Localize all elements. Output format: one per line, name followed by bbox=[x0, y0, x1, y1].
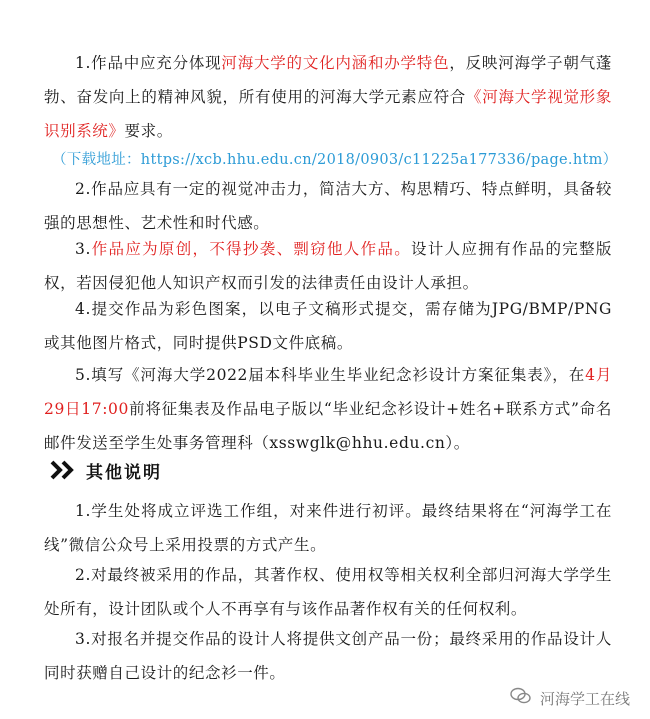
watermark bbox=[510, 687, 630, 709]
wechat-icon bbox=[510, 687, 532, 709]
highlight-original: 作品应为原创，不得抄袭、剽窃他人作品。 bbox=[91, 240, 412, 258]
section-title: 其他说明 bbox=[86, 462, 162, 483]
item-5: 5.填写《河海大学2022届本科毕业生毕业纪念衫设计方案征集表》，在4月29日17:00前将征集表及作品电子版以“毕业纪念衫设计+姓名+联系方式”命名邮件发送至学生处事务管理科（xsswglk@hhu.edu.cn）。 bbox=[44, 366, 613, 452]
double-chevron-icon bbox=[50, 460, 76, 480]
highlight-deadline: 4月29日17:00 bbox=[44, 366, 613, 418]
item-2: 2.作品应具有一定的视觉冲击力，简洁大方、构思精巧、特点鲜明，具备较强的思想性、艺术性和时代感。 bbox=[44, 180, 612, 232]
highlight-culture: 河海大学的文化内涵和办学特色 bbox=[221, 54, 450, 72]
item-4: 4.提交作品为彩色图案，以电子文稿形式提交，需存储为JPG/BMP/PNG或其他图片格式，同时提供PSD文件底稿。 bbox=[44, 300, 612, 352]
other-item-2: 2.对最终被采用的作品，其著作权、使用权等相关权利全部归河海大学学生处所有，设计团队或个人不再享有与该作品著作权有关的任何权利。 bbox=[44, 566, 612, 618]
other-item-3: 3.对报名并提交作品的设计人将提供文创产品一份；最终采用的作品设计人同时获赠自己设计的纪念衫一件。 bbox=[44, 630, 612, 682]
item-3: 3.作品应为原创，不得抄袭、剽窃他人作品。设计人应拥有作品的完整版权，若因侵犯他人知识产权而引发的法律责任由设计人承担。 bbox=[44, 240, 612, 292]
other-item-1: 1.学生处将成立评选工作组，对来件进行初评。最终结果将在“河海学工在线”微信公众号上采用投票的方式产生。 bbox=[44, 502, 612, 554]
item-1: 1.作品中应充分体现河海大学的文化内涵和办学特色，反映河海学子朝气蓬勃、奋发向上的精神风貌，所有使用的河海大学元素应符合《河海大学视觉形象识别系统》要求。 bbox=[44, 54, 612, 140]
highlight-vi-system: 《河海大学视觉形象识别系统》 bbox=[44, 88, 612, 140]
section-heading bbox=[50, 454, 162, 486]
watermark-text: 河海学工在线 bbox=[539, 689, 630, 708]
download-link[interactable]: （下载地址：https://xcb.hhu.edu.cn/2018/0903/c11225a177336/page.htm） bbox=[52, 152, 618, 168]
